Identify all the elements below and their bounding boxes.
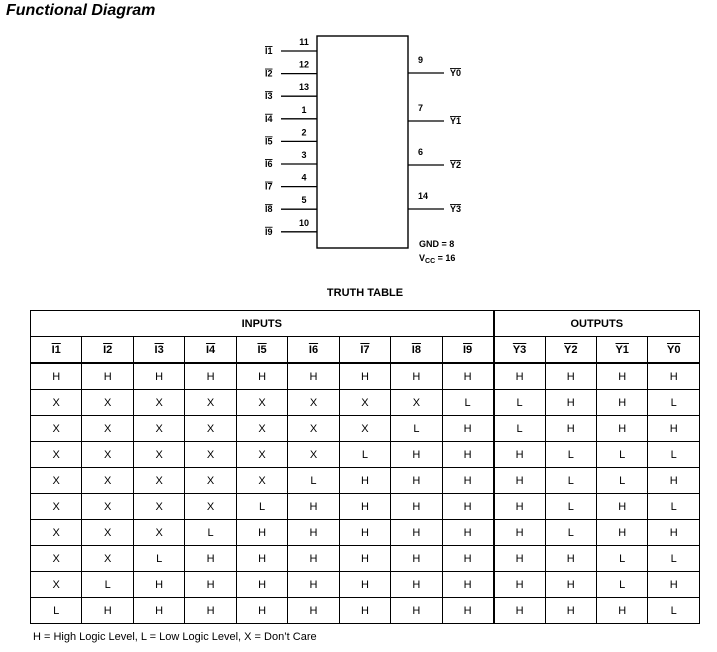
table-cell: L xyxy=(545,520,596,546)
table-row xyxy=(31,363,700,390)
table-row xyxy=(31,598,700,624)
table-row xyxy=(31,442,700,468)
table-cell: H xyxy=(494,598,545,624)
table-cell: X xyxy=(82,494,133,520)
table-cell: X xyxy=(133,494,184,520)
table-cell: H xyxy=(391,363,442,390)
output-pin-y3 xyxy=(408,191,461,214)
table-cell: H xyxy=(288,363,339,390)
table-cell: L xyxy=(31,598,82,624)
functional-diagram xyxy=(0,0,717,280)
table-cell: H xyxy=(185,598,236,624)
column-header-y2 xyxy=(545,337,596,364)
column-label: I1 xyxy=(51,343,61,356)
section-heading: Functional Diagram xyxy=(6,2,156,19)
table-cell: H xyxy=(288,598,339,624)
column-label: I5 xyxy=(257,343,267,356)
table-cell: H xyxy=(494,546,545,572)
pin-number: 5 xyxy=(301,195,307,206)
output-pin-y0 xyxy=(408,55,461,78)
table-cell: X xyxy=(391,390,442,416)
table-cell: H xyxy=(545,390,596,416)
table-row xyxy=(31,520,700,546)
table-cell: L xyxy=(545,494,596,520)
table-cell: H xyxy=(442,494,493,520)
table-cell: H xyxy=(442,546,493,572)
table-cell: H xyxy=(133,598,184,624)
table-cell: H xyxy=(185,572,236,598)
pin-number: 14 xyxy=(418,191,429,201)
signal-name: I8 xyxy=(265,204,273,215)
table-cell: X xyxy=(185,442,236,468)
truth-table xyxy=(30,310,700,624)
table-cell: H xyxy=(596,390,647,416)
table-cell: X xyxy=(31,468,82,494)
output-pin-y2 xyxy=(408,147,461,170)
table-cell: L xyxy=(494,390,545,416)
table-cell: H xyxy=(339,363,390,390)
table-cell: H xyxy=(391,572,442,598)
table-cell: H xyxy=(545,546,596,572)
table-row xyxy=(31,494,700,520)
table-cell: L xyxy=(596,468,647,494)
table-cell: X xyxy=(288,416,339,442)
table-cell: X xyxy=(31,572,82,598)
table-cell: H xyxy=(339,468,390,494)
input-pin-i4 xyxy=(265,105,317,124)
column-label: I7 xyxy=(360,343,370,356)
table-cell: X xyxy=(185,416,236,442)
table-cell: L xyxy=(339,442,390,468)
table-cell: H xyxy=(339,546,390,572)
table-cell: X xyxy=(82,442,133,468)
truth-table-title: TRUTH TABLE xyxy=(326,287,404,299)
table-cell: H xyxy=(494,468,545,494)
table-cell: X xyxy=(236,468,287,494)
input-pins xyxy=(265,37,317,237)
table-row xyxy=(31,546,700,572)
table-cell: H xyxy=(236,546,287,572)
table-cell: X xyxy=(31,520,82,546)
table-cell: H xyxy=(391,598,442,624)
signal-name: Y0 xyxy=(450,68,462,78)
column-label: I3 xyxy=(154,343,164,356)
table-cell: L xyxy=(596,546,647,572)
table-cell: X xyxy=(339,390,390,416)
table-cell: H xyxy=(339,520,390,546)
table-row xyxy=(31,572,700,598)
column-label: Y3 xyxy=(512,343,527,356)
table-cell: H xyxy=(442,520,493,546)
table-cell: H xyxy=(545,572,596,598)
table-cell: H xyxy=(236,363,287,390)
column-header-i5 xyxy=(236,337,287,364)
table-cell: H xyxy=(596,494,647,520)
column-header-i9 xyxy=(442,337,493,364)
input-pin-i3 xyxy=(265,82,317,101)
table-cell: L xyxy=(391,416,442,442)
table-cell: X xyxy=(185,468,236,494)
table-cell: H xyxy=(596,416,647,442)
signal-name: Y3 xyxy=(450,204,462,214)
table-cell: H xyxy=(648,416,700,442)
input-pin-i2 xyxy=(265,60,317,79)
table-cell: L xyxy=(236,494,287,520)
pin-number: 1 xyxy=(301,104,307,115)
column-label: Y0 xyxy=(666,343,681,356)
table-cell: X xyxy=(31,390,82,416)
signal-name: I1 xyxy=(265,46,273,56)
column-label: I9 xyxy=(463,343,473,356)
table-cell: H xyxy=(133,572,184,598)
table-cell: X xyxy=(236,442,287,468)
signal-name: I3 xyxy=(265,91,273,102)
table-cell: L xyxy=(442,390,493,416)
table-cell: H xyxy=(236,572,287,598)
table-cell: X xyxy=(236,416,287,442)
column-header-i3 xyxy=(133,337,184,364)
signal-name: I6 xyxy=(265,159,273,169)
table-cell: H xyxy=(442,468,493,494)
table-cell: H xyxy=(442,363,493,390)
input-pin-i6 xyxy=(265,150,317,169)
input-pin-i9 xyxy=(265,218,317,237)
table-cell: X xyxy=(133,442,184,468)
input-pin-i8 xyxy=(265,195,317,214)
pin-number: 11 xyxy=(299,37,309,47)
signal-name: I7 xyxy=(265,181,273,192)
table-cell: H xyxy=(494,520,545,546)
column-header-i1 xyxy=(31,337,82,364)
table-cell: L xyxy=(82,572,133,598)
table-cell: L xyxy=(596,442,647,468)
table-cell: H xyxy=(648,468,700,494)
table-cell: H xyxy=(494,572,545,598)
pin-number: 10 xyxy=(298,217,310,228)
table-cell: H xyxy=(339,494,390,520)
table-cell: X xyxy=(185,494,236,520)
table-cell: L xyxy=(648,442,700,468)
table-cell: H xyxy=(288,520,339,546)
table-cell: H xyxy=(339,572,390,598)
column-label: I4 xyxy=(205,343,216,356)
table-cell: H xyxy=(236,598,287,624)
table-cell: X xyxy=(82,546,133,572)
signal-name: I4 xyxy=(265,113,273,124)
table-cell: X xyxy=(82,416,133,442)
table-cell: H xyxy=(31,363,82,390)
table-cell: X xyxy=(133,390,184,416)
table-row xyxy=(31,390,700,416)
table-cell: X xyxy=(288,442,339,468)
column-label: I6 xyxy=(308,343,319,356)
outputs-group-header: OUTPUTS xyxy=(494,311,700,337)
table-cell: H xyxy=(545,598,596,624)
signal-name: Y2 xyxy=(450,160,462,170)
pin-number: 13 xyxy=(298,82,310,93)
table-cell: H xyxy=(596,598,647,624)
table-cell: X xyxy=(31,416,82,442)
table-cell: L xyxy=(185,520,236,546)
column-header-i8 xyxy=(391,337,442,364)
column-header-i4 xyxy=(185,337,236,364)
table-cell: H xyxy=(648,363,700,390)
table-cell: H xyxy=(82,598,133,624)
signal-name: I9 xyxy=(265,226,273,237)
table-cell: H xyxy=(494,363,545,390)
pin-number: 3 xyxy=(301,150,307,160)
table-cell: X xyxy=(288,390,339,416)
table-cell: H xyxy=(185,363,236,390)
table-cell: X xyxy=(133,416,184,442)
table-cell: X xyxy=(185,390,236,416)
table-cell: H xyxy=(648,572,700,598)
table-cell: H xyxy=(185,546,236,572)
column-label: Y1 xyxy=(615,343,629,356)
table-cell: H xyxy=(288,572,339,598)
table-cell: H xyxy=(288,494,339,520)
table-cell: L xyxy=(648,494,700,520)
table-cell: H xyxy=(391,546,442,572)
pin-number: 2 xyxy=(301,127,307,138)
output-pin-y1 xyxy=(408,103,461,126)
table-row xyxy=(31,416,700,442)
table-cell: X xyxy=(236,390,287,416)
table-cell: H xyxy=(494,442,545,468)
table-cell: H xyxy=(391,468,442,494)
input-pin-i1 xyxy=(265,37,317,56)
group-header-row xyxy=(31,311,700,337)
table-cell: H xyxy=(442,598,493,624)
vcc-label: $V_{CC} = 16$ xyxy=(419,253,456,265)
table-cell: H xyxy=(596,520,647,546)
column-header-i2 xyxy=(82,337,133,364)
input-pin-i5 xyxy=(265,127,317,146)
output-pins xyxy=(408,55,461,214)
table-cell: X xyxy=(339,416,390,442)
table-cell: X xyxy=(31,494,82,520)
table-cell: H xyxy=(391,442,442,468)
table-cell: L xyxy=(545,442,596,468)
table-cell: H xyxy=(82,363,133,390)
pin-number: 6 xyxy=(418,147,424,157)
table-cell: L xyxy=(288,468,339,494)
table-cell: X xyxy=(31,442,82,468)
table-cell: H xyxy=(391,494,442,520)
table-cell: H xyxy=(545,363,596,390)
pin-number: 9 xyxy=(418,55,424,65)
column-header-i6 xyxy=(288,337,339,364)
signal-name: Y1 xyxy=(450,116,462,126)
table-cell: H xyxy=(339,598,390,624)
table-cell: L xyxy=(494,416,545,442)
table-cell: H xyxy=(494,494,545,520)
table-cell: H xyxy=(236,520,287,546)
column-label: I8 xyxy=(411,343,421,356)
table-cell: L xyxy=(596,572,647,598)
legend: H = High Logic Level, L = Low Logic Level, X = Don’t Care xyxy=(33,631,317,643)
table-cell: L xyxy=(545,468,596,494)
table-cell: X xyxy=(82,520,133,546)
table-cell: H xyxy=(442,572,493,598)
signal-name: I5 xyxy=(265,136,273,147)
table-cell: L xyxy=(133,546,184,572)
column-header-y0 xyxy=(648,337,700,364)
signal-name: I2 xyxy=(265,68,273,79)
input-pin-i7 xyxy=(265,173,317,192)
column-label: I2 xyxy=(103,343,113,356)
pin-number: 4 xyxy=(301,172,307,183)
column-header-y3 xyxy=(494,337,545,364)
column-header-row xyxy=(31,337,700,364)
table-row xyxy=(31,468,700,494)
table-cell: L xyxy=(648,546,700,572)
table-cell: H xyxy=(545,416,596,442)
table-cell: H xyxy=(442,416,493,442)
truth-table-body xyxy=(31,363,700,624)
table-cell: X xyxy=(82,468,133,494)
table-cell: L xyxy=(648,390,700,416)
pin-number: 12 xyxy=(298,59,310,70)
table-cell: X xyxy=(82,390,133,416)
table-cell: H xyxy=(648,520,700,546)
table-cell: H xyxy=(288,546,339,572)
table-cell: X xyxy=(133,520,184,546)
inputs-group-header: INPUTS xyxy=(31,311,494,337)
table-cell: H xyxy=(596,363,647,390)
table-cell: X xyxy=(31,546,82,572)
column-header-y1 xyxy=(596,337,647,364)
table-cell: H xyxy=(391,520,442,546)
column-label: Y2 xyxy=(564,343,578,356)
table-cell: H xyxy=(442,442,493,468)
gnd-label: GND = 8 xyxy=(419,239,455,249)
table-cell: H xyxy=(133,363,184,390)
column-header-i7 xyxy=(339,337,390,364)
table-cell: X xyxy=(133,468,184,494)
table-cell: L xyxy=(648,598,700,624)
pin-number: 7 xyxy=(418,103,424,113)
ic-body xyxy=(317,36,408,248)
